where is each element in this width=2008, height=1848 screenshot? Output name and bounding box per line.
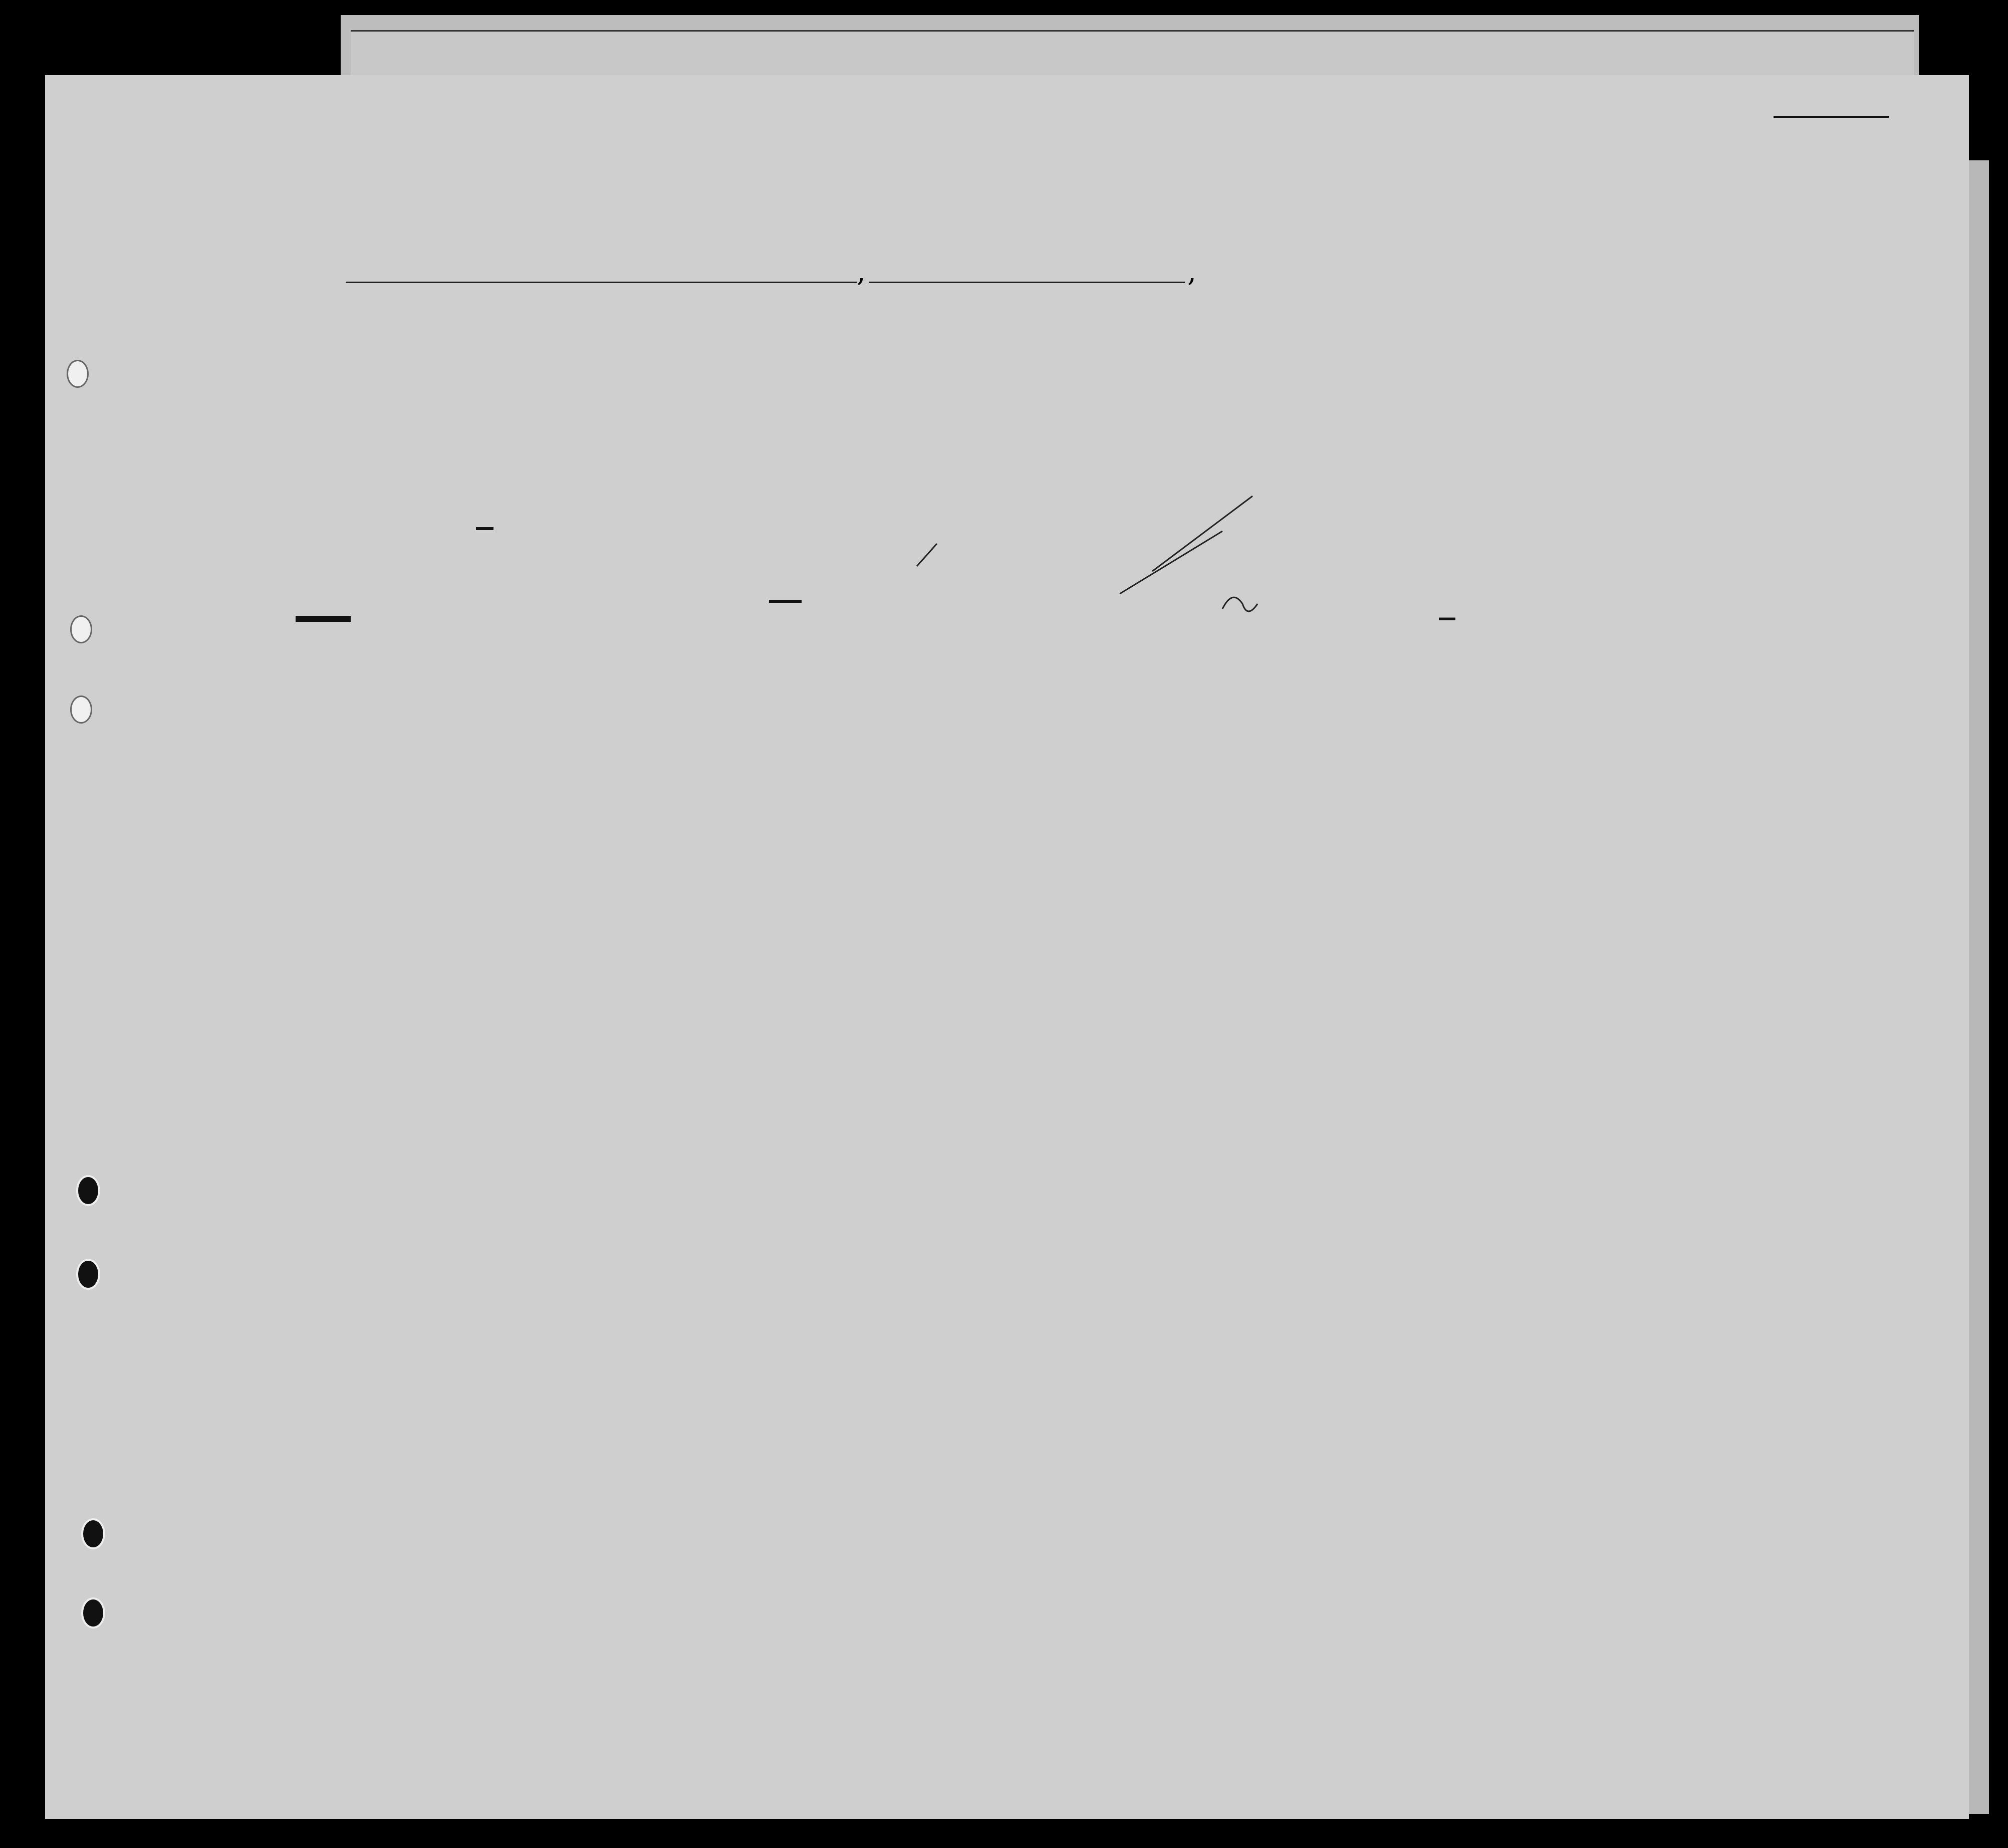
binding-hole bbox=[70, 615, 92, 643]
binding-hole bbox=[76, 1259, 100, 1290]
binding-hole bbox=[70, 696, 92, 724]
binding-hole bbox=[67, 360, 89, 388]
binding-hole bbox=[81, 1597, 105, 1629]
binding-hole bbox=[76, 1175, 100, 1206]
binding-hole bbox=[81, 1518, 105, 1549]
